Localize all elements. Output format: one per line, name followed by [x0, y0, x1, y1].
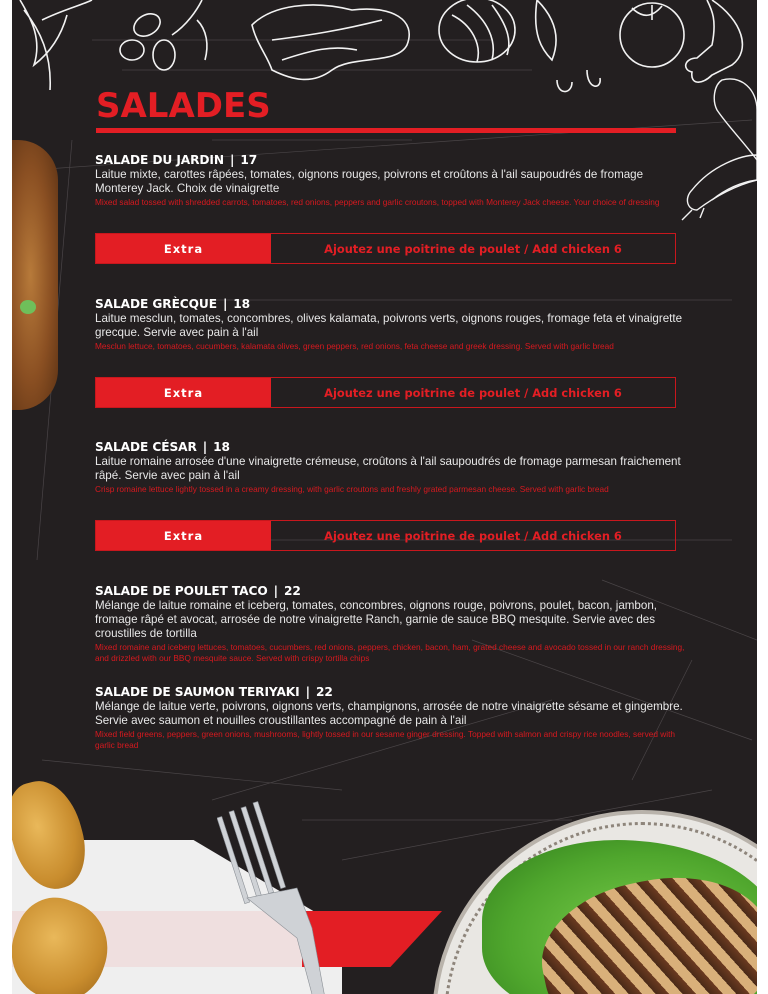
menu-item: [95, 440, 685, 495]
fork-icon: [217, 798, 337, 994]
item-price: 22: [283, 584, 301, 598]
vegetable-sketch-illustrations: [12, 0, 757, 100]
extra-label: Extra: [96, 521, 271, 550]
item-name: SALADE DE POULET TACO: [95, 584, 268, 598]
bottom-food-photo: [12, 780, 757, 994]
item-description-en: Crisp romaine lettuce lightly tossed in a creamy dressing, with garlic croutons and freshly grated parmesan cheese. Served with garlic bread: [95, 484, 609, 494]
extra-addon-bar: [95, 233, 676, 264]
item-description-fr: Laitue mixte, carottes râpées, tomates, oignons rouges, poivrons et croûtons à l'ail saupoudrés de fromage Monterey Jack. Choix de vinaigrette: [95, 168, 644, 195]
item-name: SALADE CÉSAR: [95, 440, 197, 454]
page-title: SALADES: [96, 86, 271, 126]
item-heading: [95, 584, 685, 599]
item-heading: [95, 153, 685, 168]
menu-item: [95, 584, 685, 664]
price-separator: |: [273, 584, 278, 598]
price-separator: |: [222, 297, 228, 311]
item-price: 22: [315, 685, 333, 699]
item-description-fr: Laitue romaine arrosée d'une vinaigrette crémeuse, croûtons à l'ail saupoudrés de fromage parmesan fraichement râpé. Servie avec pain à l'ail: [95, 455, 681, 482]
onion-icon: [439, 0, 556, 62]
lettuce-icon: [252, 5, 409, 79]
menu-item: [95, 685, 685, 751]
menu-item: [95, 297, 685, 352]
menu-panel: [12, 0, 757, 994]
extra-label: Extra: [96, 234, 271, 263]
item-description-en: Mixed field greens, peppers, green onions, mushrooms, lightly tossed in our sesame ginger dressing. Topped with salmon and crispy rice noodles, served with garlic bread: [95, 729, 676, 750]
item-description-fr: Laitue mesclun, tomates, concombres, olives kalamata, poivrons verts, oignons rouges, fromage feta et vinaigrette grecque. Servie avec pain à l'ail: [95, 312, 683, 339]
item-heading: [95, 685, 685, 700]
item-price: 18: [233, 297, 251, 311]
item-description-en: Mixed salad tossed with shredded carrots, tomatoes, red onions, peppers and garlic croutons, topped with Monterey Jack cheese. Your choice of dressing: [95, 197, 660, 207]
item-description-fr: Mélange de laitue romaine et iceberg, tomates, concombres, oignons rouge, poivrons, poulet, bacon, jambon, fromage râpé et avocat, arrosée de notre vinaigrette Ranch, garnie de sauce BBQ mesquite. Servie avec des croustilles de tortilla: [95, 599, 657, 640]
price-separator: |: [202, 440, 208, 454]
item-name: SALADE DU JARDIN: [95, 153, 224, 167]
item-description-fr: Mélange de laitue verte, poivrons, oignons verts, champignons, arrosée de notre vinaigrette sésame et gingembre. Servie avec saumon et nouilles croustillantes accompagné de pain à l'ail: [95, 700, 683, 727]
parsley-icon: [20, 0, 92, 90]
extra-add-chicken-text: Ajoutez une poitrine de poulet / Add chicken 6: [324, 241, 622, 256]
extra-label: Extra: [96, 378, 271, 407]
item-description-en: Mixed romaine and iceberg lettuces, tomatoes, cucumbers, red onions, peppers, chicken, bacon, ham, grated cheese and avocado tossed in our ranch dressing, and drizzled with our BBQ mesquite sauce. Served with crispy tortilla chips: [95, 642, 685, 663]
item-price: 18: [213, 440, 230, 454]
olives-icon: [120, 0, 207, 70]
chicken-wing-image: [12, 140, 58, 410]
price-separator: |: [229, 153, 235, 167]
item-description-en: Mesclun lettuce, tomatoes, cucumbers, kalamata olives, green peppers, red onions, feta cheese and greek dressing. Served with garlic bread: [95, 341, 614, 351]
herb-garnish-icon: [20, 300, 36, 314]
item-heading: [95, 297, 685, 312]
title-underline: [96, 128, 676, 133]
price-separator: |: [305, 685, 310, 699]
tomato-icon: [620, 3, 684, 67]
item-name: SALADE DE SAUMON TERIYAKI: [95, 685, 300, 699]
item-heading: [95, 440, 685, 455]
extra-add-chicken-text: Ajoutez une poitrine de poulet / Add chicken 6: [324, 528, 622, 543]
item-price: 17: [240, 153, 258, 167]
extra-addon-bar: [95, 377, 676, 408]
extra-add-chicken-text: Ajoutez une poitrine de poulet / Add chicken 6: [324, 385, 622, 400]
menu-item: [95, 153, 685, 208]
extra-addon-bar: [95, 520, 676, 551]
item-name: SALADE GRÈCQUE: [95, 297, 217, 311]
